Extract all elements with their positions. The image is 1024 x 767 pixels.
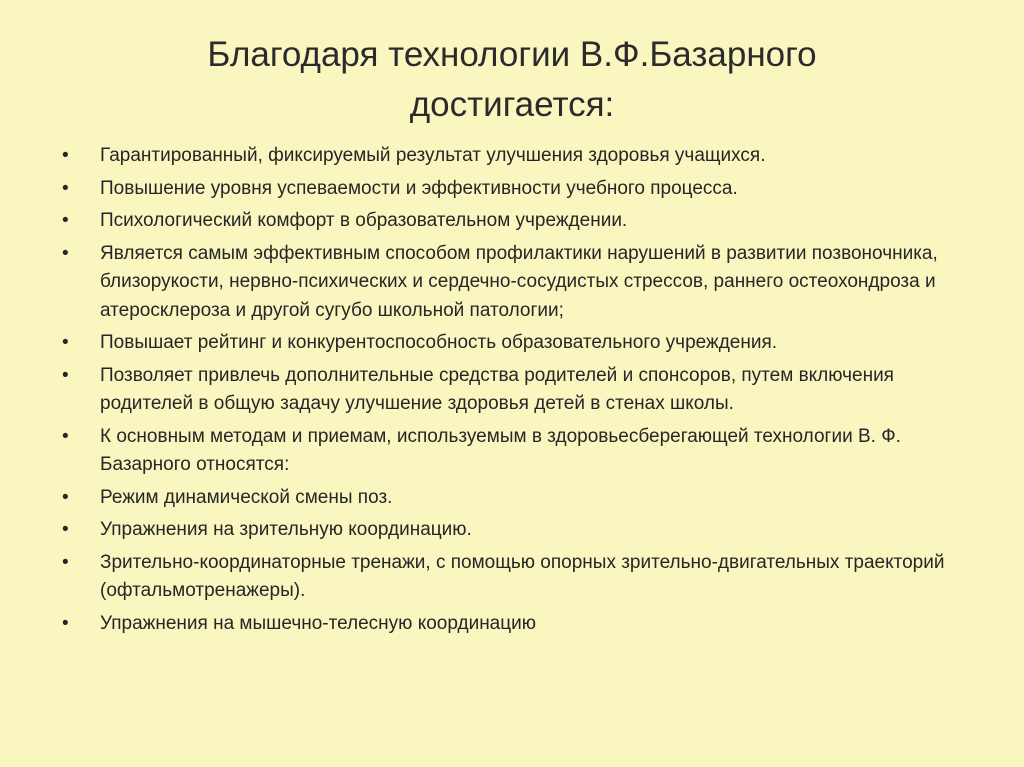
list-item [60,142,990,171]
bullet-text: Позволяет привлечь дополнительные средства родителей и спонсоров, путем включения родителей в общую задачу улучшение здоровья детей в стенах школы. [100,364,894,414]
slide-title-line-1: Благодаря технологии В.Ф.Базарного [207,35,817,74]
bullet-dot-icon: • [62,519,69,540]
list-item [60,240,990,326]
bullet-text: Режим динамической смены поз. [100,486,393,508]
bullet-text: Повышение уровня успеваемости и эффективности учебного процесса. [100,177,738,199]
bullet-list [60,142,990,642]
list-item [60,516,990,545]
bullet-text: Зрительно-координаторные тренажи, с помощью опорных зрительно-двигательных траекторий (офтальмотренажеры). [100,551,945,601]
bullet-text: Гарантированный, фиксируемый результат улучшения здоровья учащихся. [100,145,766,166]
bullet-dot-icon: • [62,332,69,353]
list-item [60,610,990,639]
bullet-dot-icon: • [62,210,69,231]
bullet-dot-icon: • [62,486,69,508]
slide-title-line-2: достигается: [409,85,615,124]
bullet-text: К основным методам и приемам, используемым в здоровьесберегающей технологии В. Ф. Базарного относятся: [100,425,901,475]
bullet-dot-icon: • [62,425,69,447]
bullet-dot-icon: • [62,242,69,264]
bullet-dot-icon: • [62,551,69,573]
bullet-text: Упражнения на зрительную координацию. [100,519,472,540]
bullet-dot-icon: • [62,612,69,634]
list-item [60,175,990,204]
bullet-text: Является самым эффективным способом профилактики нарушений в развитии позвоночника, близорукости, нервно-психических и сердечно-сосудистых стрессов, раннего остеохондроза и атеросклероза и другой сугубо школьной патологии; [100,242,938,321]
list-item [60,207,990,236]
bullet-dot-icon: • [62,145,69,166]
bullet-dot-icon: • [62,364,69,386]
list-item [60,484,990,513]
bullet-text: Упражнения на мышечно-телесную координацию [100,612,536,634]
bullet-text: Повышает рейтинг и конкурентоспособность образовательного учреждения. [100,332,778,353]
bullet-text: Психологический комфорт в образовательном учреждении. [100,210,628,231]
list-item [60,362,990,419]
list-item [60,423,990,480]
bullet-dot-icon: • [62,177,69,199]
list-item [60,549,990,606]
slide-title [120,30,904,130]
list-item [60,329,990,358]
